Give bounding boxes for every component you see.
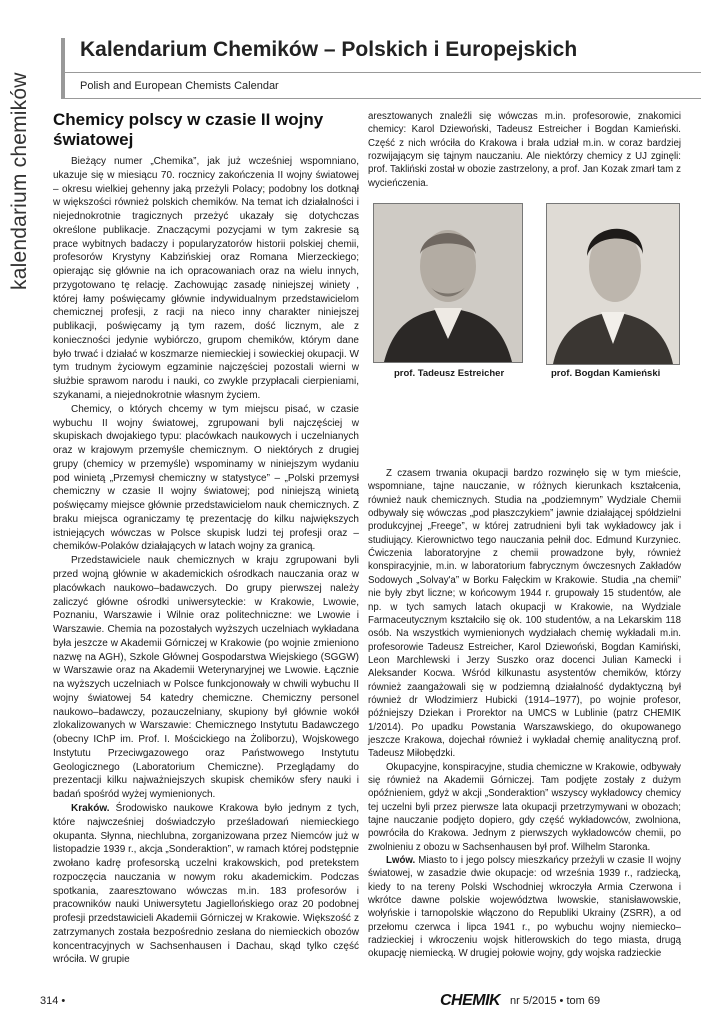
krakow-text: Środowisko naukowe Krakowa było jednym z tych, które najwcześniej doświadczyło prześladowań niemieckiego okupanta. Słynna, niechlubna, zorganizowana przez Niemców już w listopadzie 1939 r., akcja „Sonderaktion”, w ramach której podstępnie zwołano kadrę profesorską uczelni krakowskich, pod pretekstem rozpoczęcia nauczania w nowym roku akademickim. Podczas spotkania, zaaresztowano wówczas m.in. 183 profesorów i pracowników nauki Uniwersytetu Jagiellońskiego oraz 20 podobnej profesji przedstawicieli Akademii Górniczej w Krakowie. Większość z zatrzymanych została bezpośrednio zesłana do niemieckich obozów koncentracyjnych w Sachsenhausen i Dachau, skąd tylko część wróciła. W grupie [53, 802, 360, 966]
paragraph: Chemicy, o których chcemy w tym miejscu pisać, w czasie wybuchu II wojny światowej, zgrupowani byli najczęściej w skupiskach dwojakiego typu: placówkach naukowych i uczelnianych oraz w krajowym przemyśle chemicznym. O niektórych z drugiej grupy (chemicy w przemyśle) wspominamy w niniejszym wydaniu pod winietą „Przemysł chemiczny w statystyce” – „Polski przemysł chemiczny w czasie II wojny światowej; pod niniejszą winietą poświęcamy miejsce głównie przedstawicielom nauk chemicznych. Z braku miejsca ograniczamy tę prezentację do kilku największych istniejących wówczas w Polsce skupisk ludzi tej profesji oraz – chemików-Polaków działających w latach wojny za granicą. [53, 403, 359, 553]
left-column [53, 155, 359, 967]
lwow-lead: Lwów. [386, 855, 416, 867]
lwow-text: Miasto to i jego polscy mieszkańcy przeżyli w czasie II wojny światowej, w zasadzie dwie okupacje: od września 1939 r., radziecką, kiedy to na tereny Polski Wschodniej wkroczyła Armia Czerwona i wkrótce dawne polskie województwa lwowskie, stanisławowskie, wołyńskie i tarnopolskie włączono do Republiki Ukrainy (ZSRR), a od przełomu czerwca i lipca 1941 r., po wybuchu wojny niemiecko–radzieckiej i wkroczeniu wojsk hitlerowskich do tego miasta, drugą okupację niemiecką. W drugiej połowie wojny, gdy wojska radzieckie [368, 855, 681, 960]
paragraph: Przedstawiciele nauk chemicznych w kraju zgrupowani byli przed wojną głównie w akademickich ośrodkach nauczania oraz w placówkach naukowo–badawczych. Do grupy pierwszej należy zaliczyć główne ośrodki uniwersyteckie: w Krakowie, Lwowie, Poznaniu, Warszawie i Wilnie oraz politechniczne: we Lwowie i Warszawie. Chemia na pozostałych wyższych uczelniach wykładana była jeszcze w Akademii Górniczej w Krakowie (po wojnie zmieniono nazwę na AGH), Szkole Głównej Gospodarstwa Wiejskiego (SGGW) w Warszawie oraz na Akademii Weterynaryjnej we Lwowie. Łącznie na wyższych uczelniach w Polsce funkcjonowały w chwili wybuchu II wojny światowej 54 katedry chemiczne. Chemiczny personel naukowo–badawczy, pozauczelniany, skupiony był głównie wokół zlokalizowanych w Warszawie: Chemicznego Instytutu Badawczego (obecny IChP im. Prof. I. Mościckiego na Żoliborzu), Wojskowego Instytutu Przeciwgazowego oraz Państwowego Instytutu Geologicznego (Laboratorium Chemiczne). Przeglądamy do prezentacji kilku najważniejszych skupisk chemików sfery nauki i badań spośród wyżej wymienionych. [53, 555, 359, 801]
header-subtitle: Polish and European Chemists Calendar [80, 80, 279, 92]
photo-caption-kamienski: prof. Bogdan Kamieński [551, 368, 661, 379]
header-divider-bottom [61, 98, 701, 99]
issue-info: nr 5/2015 • tom 69 [510, 995, 601, 1007]
side-label-text: kalendarium chemików [8, 72, 31, 290]
header-accent-bar [61, 38, 65, 98]
article-title: Chemicy polscy w czasie II wojny światowej [53, 110, 324, 149]
paragraph: Bieżący numer „Chemika”, jak już wcześniej wspomniano, ukazuje się w miesiącu 70. rocznicy zakończenia II wojny światowej – okresu wielkiej gehenny jaką przeżyli Polacy; podobny los dotknął w większości również polskich chemików. Na temat ich działalności i niejednokrotnie tragicznych przeżyć ukazały się dotychczas określone publikacje. Znaczącymi pozycjami w tym zakresie są prace wybitnych badaczy i popularyzatorów historii polskiej chemii, profesorów Krystyny Kabzińskiej oraz Romana Mierzeckiego; opierając się głównie na ich opracowaniach oraz na wielu innych, przygotowano tę relację. Zachowując zasadę niniejszej winiety , której łamy poświęcamy głównie indywidualnym przedstawicielom chemicznej profesji, z racji na nieco inny charakter niniejszej publikacji, poświęcamy ją tym razem, dość licznym, ale z konieczności jedynie wybiórczo, grupom chemików, którym dane było trwać i działać w koszmarze niemieckiej i sowieckiej okupacji. W tym trudnym życiowym egzaminie najczęściej pozostali wierni w służbie sprawom narodu i nauki, co zwykle przypłacali cierpieniami, szykanami, a niejednokrotnie własnym życiem. [53, 156, 359, 402]
header-title: Kalendarium Chemików – Polskich i Europejskich [80, 38, 578, 61]
paragraph-krakow [53, 802, 359, 967]
page-number: 314 • [40, 995, 66, 1007]
krakow-lead: Kraków. [71, 802, 110, 814]
portrait-photo-estreicher [373, 203, 523, 363]
section-side-label [2, 40, 42, 300]
paragraph: aresztowanych znaleźli się wówczas m.in. profesorowie, znakomici chemicy: Karol Dziewoński, Tadeusz Estreicher i Bogdan Kamieński. Część z nich wróciła do Krakowa i brała udział m.in. w coraz bardziej rozwijającym się tajnym nauczaniu. Ale niektórzy chemicy z UJ zginęli: prof. Takliński został w obozie zastrzelony, a prof. Jan Kozak zmarł tam z wycieńczenia. [368, 111, 681, 189]
paragraph-lwow [368, 854, 681, 961]
magazine-logo: CHEMIK [440, 992, 501, 1009]
portrait-photo-kamienski [546, 203, 680, 365]
paragraph: Okupacyjne, konspiracyjne, studia chemiczne w Krakowie, odbywały się również na Akademii Górniczej. Tam podjęte zostały z dużym opóźnieniem, gdyż w akcji „Sonderaktion” wszyscy wykładowcy chemicy tej uczelni byli przez pierwsze lata okupacji przetrzymywani w obozach; tajne nauczanie podjęto dopiero, gdy część wykładowców, zwolniona, powróciła do Krakowa. Jednym z pierwszych wykładowców chemii, po zwolnieniu z obozu w Sachsenhausen był prof. Wilhelm Staronka. [368, 761, 681, 853]
header-divider [61, 72, 701, 73]
paragraph: Z czasem trwania okupacji bardzo rozwinęło się w tym mieście, wspomniane, tajne nauczanie, w różnych kierunkach kształcenia, również nauk chemicznych. Studia na „podziemnym” Wydziale Chemii odbywały się wówczas „pod płaszczykiem” jawnie działającej spółdzielni produkcyjnej „Freege”, w której zatrudnieni byli tak wykładowcy jak i studiujący. Kierownictwo tego nauczania pełnił doc. Edmund Kurzyniec. Ćwiczenia laboratoryjne z chemii prowadzone były, również konspiracyjnie, m.in. w laboratorium fabrycznym ówczesnych Zakładów Sodowych „Solvay'a” w Borku Fałęckim w Krakowie. Studia „na chemii” nie były zbyt liczne; w końcowym 1944 r. grupowały 15 studentów, ale np. w tych samych latach okupacji w Krakowie, na Wydziale Farmaceutycznym kształciło się ok. 100 studentów, a na Lekarskim 118 osób. Na wszystkich wymienionych wydziałach chemię wykładali m.in. profesorowie Tadeusz Estreicher, Karol Dziewoński, Bogdan Kamiński, Leon Marchlewski i Jerzy Suszko oraz docenci Julian Kamecki i Aleksander Kocwa. Wśród kilkunastu asystentów chemików, którzy również zaangażowali się w podziemną działalność dydaktyczną był również dr Włodzimierz Hubicki (1914–1977), po wojnie profesor, późniejszy Dziekan i Prorektor na UMCS w Lublinie (patrz CHEMIK 1/2014). Po upadku Powstania Warszawskiego, do okupowanego jeszcze Krakowa, dojechał również i wykładał chemię analityczną prof. Tadeusz Miłobędzki. [368, 468, 681, 760]
photo-caption-estreicher: prof. Tadeusz Estreicher [394, 368, 505, 379]
